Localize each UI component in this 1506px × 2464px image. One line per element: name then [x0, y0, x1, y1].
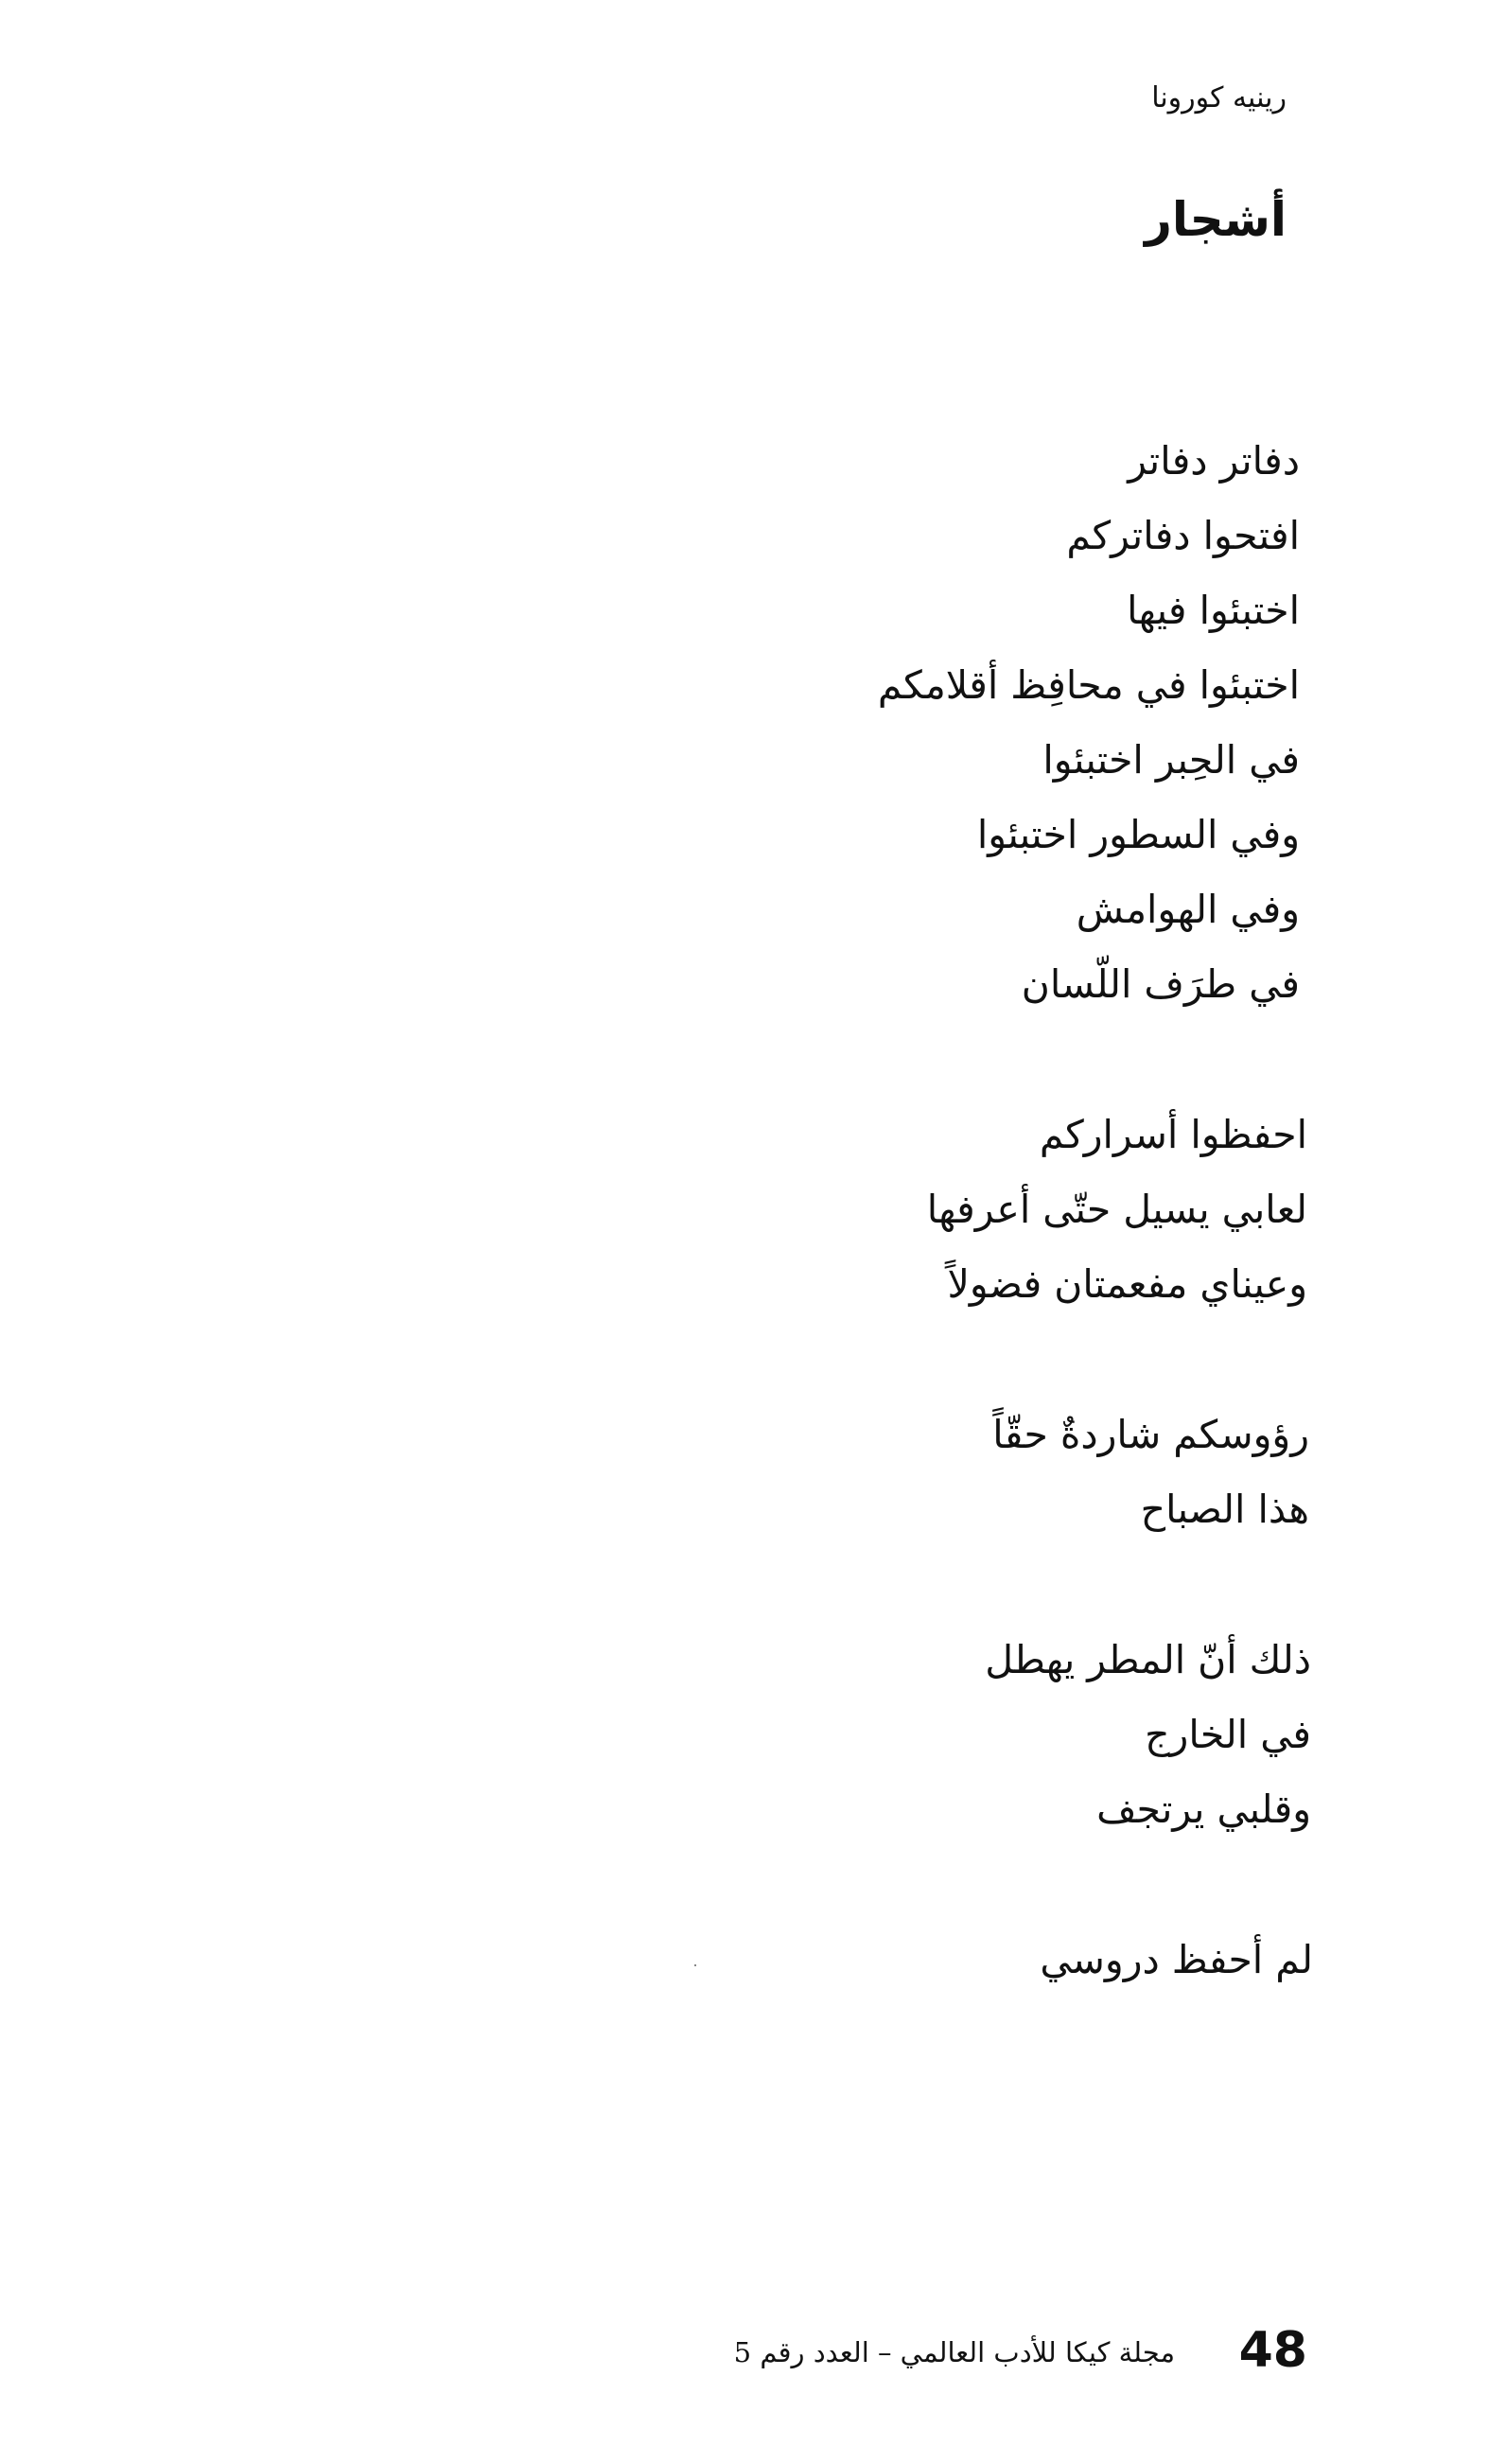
poem-body: [877, 424, 1313, 1998]
poem-line: في الخارج: [1145, 1712, 1311, 1757]
stanza-5: [878, 1923, 1313, 1998]
poem-line: لم أحفظ دروسي: [1040, 1937, 1313, 1982]
poem-line: وفي الهوامش: [1076, 887, 1300, 932]
stanza-3: [878, 1398, 1309, 1547]
poem-line: احفظوا أسراركم: [1039, 1112, 1307, 1157]
poem-line: لعابي يسيل حتّى أعرفها: [926, 1187, 1307, 1232]
stanza-1: [878, 424, 1300, 1022]
author-name: رينيه كورونا: [1151, 81, 1287, 114]
scan-speck: [694, 1964, 696, 1966]
poem-line: افتحوا دفاتركم: [1066, 513, 1300, 558]
stanza-4: [878, 1623, 1311, 1847]
poem-line: اختبئوا في محافِظ أقلامكم: [877, 662, 1300, 708]
poem-line: وعيناي مفعمتان فضولاً: [947, 1261, 1307, 1307]
poem-line: دفاتر دفاتر: [1128, 438, 1300, 484]
poem-line: في طرَف اللّسان: [1021, 961, 1300, 1007]
journal-footer: مجلة كيكا للأدب العالمي – العدد رقم 5: [733, 2336, 1175, 2368]
stanza-2: [878, 1098, 1307, 1322]
poem-line: في الحِبر اختبئوا: [1042, 737, 1300, 783]
poem-line: ذلك أنّ المطر يهطل: [985, 1637, 1311, 1682]
poem-line: وقلبي يرتجف: [1096, 1786, 1311, 1832]
poem-line: وفي السطور اختبئوا: [976, 812, 1300, 857]
poem-line: رؤوسكم شاردةٌ حقّاً: [992, 1412, 1309, 1457]
page-number: 48: [1238, 2322, 1307, 2379]
poem-title: أشجار: [1145, 192, 1287, 247]
poem-line: هذا الصباح: [1140, 1487, 1309, 1532]
poem-line: اختبئوا فيها: [1127, 588, 1300, 633]
